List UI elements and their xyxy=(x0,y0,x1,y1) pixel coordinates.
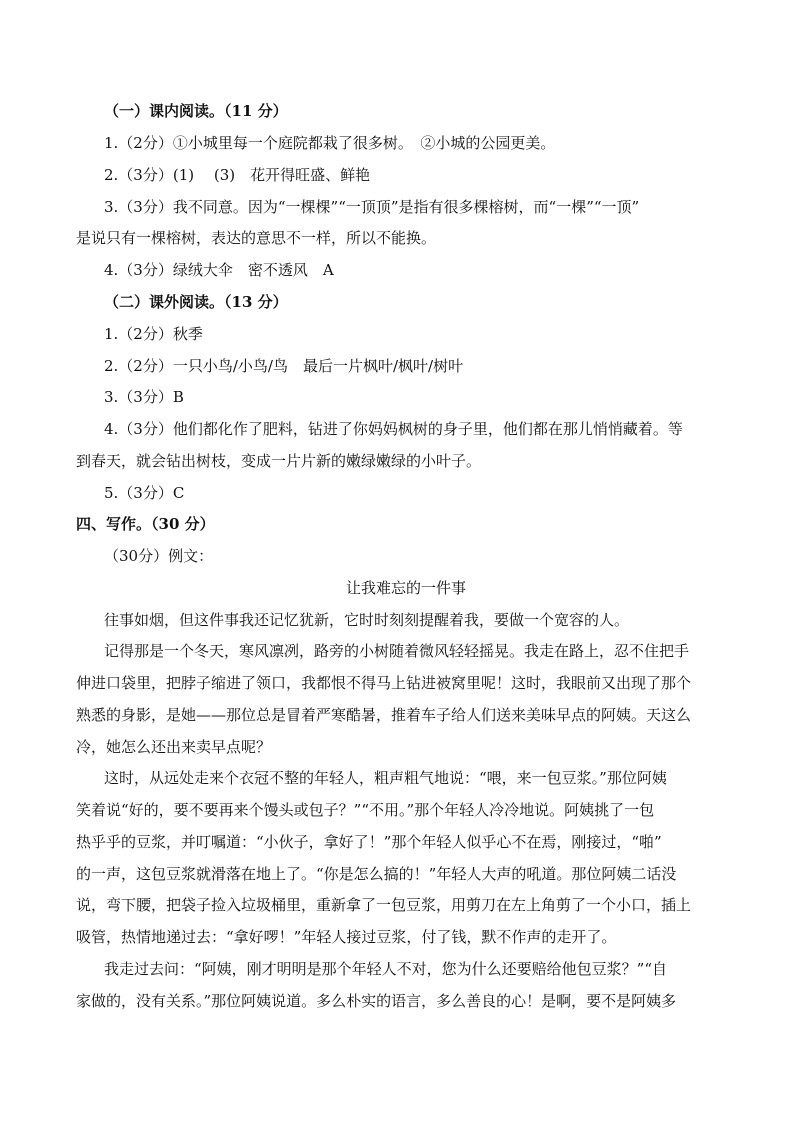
inner-answer-1: 1.（2分）①小城里每一个庭院都栽了很多树。 ②小城的公园更美。 xyxy=(104,134,556,152)
essay-paragraph-4-line-1: 我走过去问：“阿姨，刚才明明是那个年轻人不对，您为什么还要赔给他包豆浆？”“自 xyxy=(104,960,668,978)
outer-answer-5: 5.（3分）C xyxy=(104,484,185,502)
essay-paragraph-3-line-5: 说，弯下腰，把袋子捡入垃圾桶里，重新拿了一包豆浆，用剪刀在左上角剪了一个小口，插上 xyxy=(76,896,692,914)
essay-paragraph-2-line-4: 冷，她怎么还出来卖早点呢？ xyxy=(76,738,272,756)
essay-paragraph-1: 往事如烟，但这件事我还记忆犹新，它时时刻刻提醒着我，要做一个宽容的人。 xyxy=(104,611,630,629)
section-inner-reading-heading: （一）课内阅读。（11 分） xyxy=(104,102,288,120)
outer-answer-3: 3.（3分）B xyxy=(104,388,184,406)
inner-answer-3-line-1: 3.（3分）我不同意。因为“一棵棵”“一顶顶”是指有很多棵榕树，而“一棵”“一顶” xyxy=(104,198,640,216)
outer-answer-4-line-2: 到春天，就会钻出树枝，变成一片片新的嫩绿嫩绿的小叶子。 xyxy=(76,452,482,470)
essay-title: 让我难忘的一件事 xyxy=(345,579,466,597)
writing-subheading: （30分）例文： xyxy=(104,547,214,565)
outer-answer-2: 2.（2分）一只小鸟/小鸟/鸟 最后一片枫叶/枫叶/树叶 xyxy=(104,357,464,375)
inner-answer-3-line-2: 是说只有一棵榕树，表达的意思不一样，所以不能换。 xyxy=(76,229,437,247)
outer-answer-1: 1.（2分）秋季 xyxy=(104,325,203,343)
writing-heading: 四、写作。（30 分） xyxy=(76,515,215,533)
essay-paragraph-3-line-4: 的一声，这包豆浆就滑落在地上了。“你是怎么搞的！”年轻人大声的吼道。那位阿姨二话没 xyxy=(76,865,677,883)
essay-paragraph-3-line-3: 热乎乎的豆浆，并叮嘱道：“小伙子，拿好了！”那个年轻人似乎心不在焉，刚接过，“啪” xyxy=(76,833,662,851)
inner-answer-4: 4.（3分）绿绒大伞 密不透风 A xyxy=(104,261,334,279)
essay-paragraph-2-line-3: 熟悉的身影，是她——那位总是冒着严寒酷暑，推着车子给人们送来美味早点的阿姨。天这么 xyxy=(76,706,692,724)
essay-paragraph-3-line-6: 吸管，热情地递过去：“拿好啰！”年轻人接过豆浆，付了钱，默不作声的走开了。 xyxy=(76,928,617,946)
essay-paragraph-4-line-2: 家做的，没有关系。”那位阿姨说道。多么朴实的语言，多么善良的心！是啊，要不是阿姨多 xyxy=(76,992,677,1010)
outer-answer-4-line-1: 4.（3分）他们都化作了肥料，钻进了你妈妈枫树的身子里，他们都在那儿悄悄藏着。等 xyxy=(104,420,683,438)
essay-paragraph-3-line-2: 笑着说“好的，要不要再来个馒头或包子？”“不用。”那个年轻人冷冷地说。阿姨挑了一包 xyxy=(76,801,655,819)
essay-paragraph-2-line-1: 记得那是一个冬天，寒风凛冽，路旁的小树随着微风轻轻摇晃。我走在路上，忍不住把手 xyxy=(104,642,690,660)
essay-paragraph-2-line-2: 伸进口袋里，把脖子缩进了领口，我都恨不得马上钻进被窝里呢！这时，我眼前又出现了那个 xyxy=(76,674,692,692)
inner-answer-2: 2.（3分）(1) (3) 花开得旺盛、鲜艳 xyxy=(104,166,371,184)
section-outer-reading-heading: （二）课外阅读。（13 分） xyxy=(104,293,288,311)
essay-paragraph-3-line-1: 这时，从远处走来个衣冠不整的年轻人，粗声粗气地说：“喂，来一包豆浆。”那位阿姨 xyxy=(104,769,667,787)
